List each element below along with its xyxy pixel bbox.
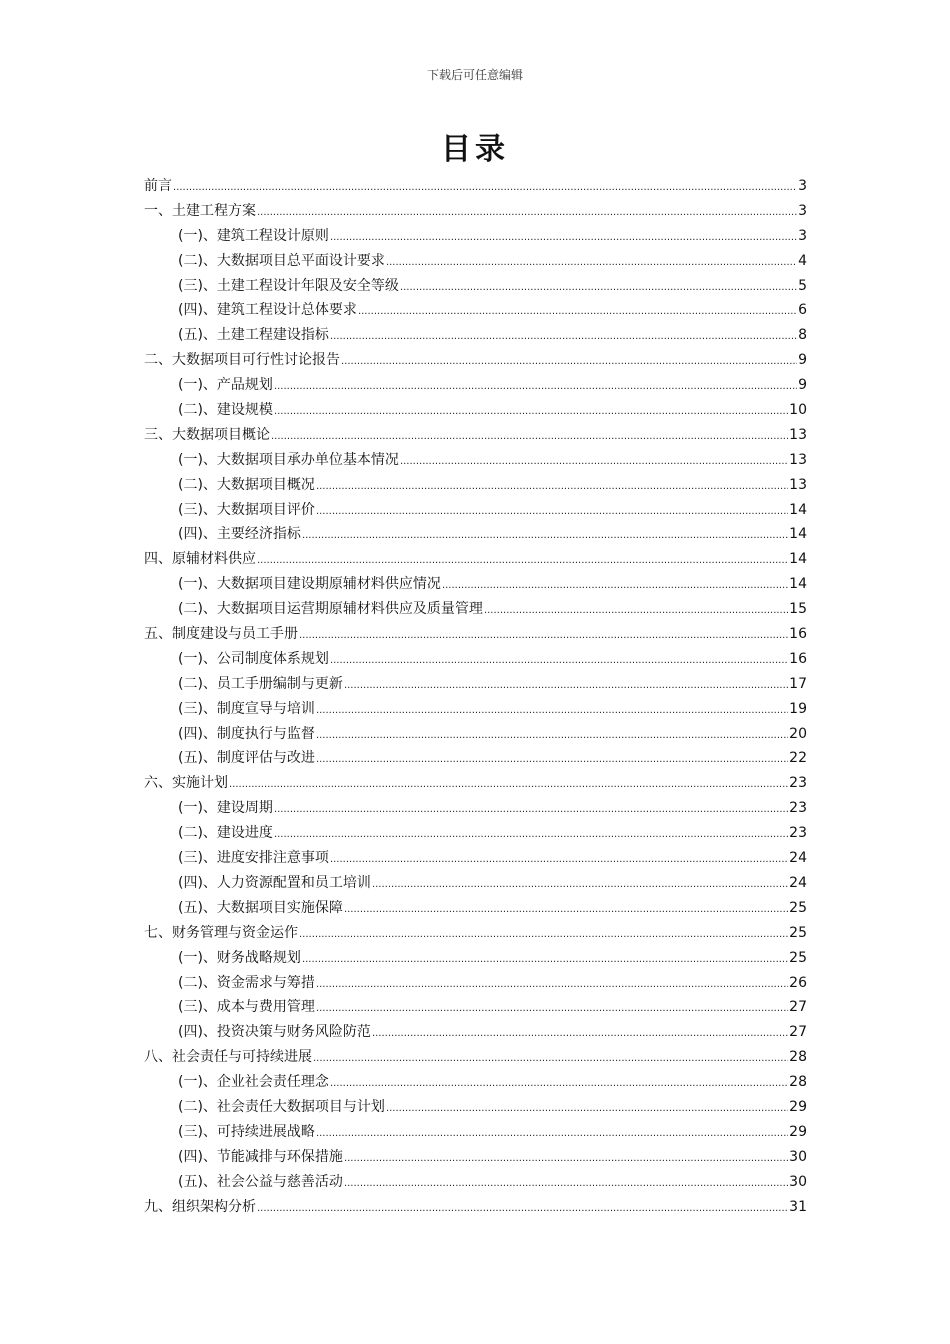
toc-entry-label: (四)、制度执行与监督: [178, 725, 315, 742]
toc-dot-leader: [386, 1097, 788, 1122]
toc-entry-label: (五)、制度评估与改进: [178, 750, 315, 767]
toc-entry-label: (二)、建设规模: [178, 402, 273, 419]
toc-entry-page: 4: [798, 252, 807, 269]
toc-entry-page: 6: [798, 302, 807, 319]
toc-entry-page: 29: [789, 1123, 807, 1140]
toc-entry-page: 13: [789, 426, 807, 443]
toc-entry-page: 22: [789, 750, 807, 767]
toc-entry-label: (五)、大数据项目实施保障: [178, 899, 343, 916]
toc-entry-label: (二)、资金需求与筹措: [178, 974, 315, 991]
toc-entry[interactable]: [144, 298, 807, 323]
toc-entry-page: 20: [789, 725, 807, 742]
toc-entry-label: (四)、人力资源配置和员工培训: [178, 874, 371, 891]
toc-dot-leader: [316, 475, 788, 500]
toc-dot-leader: [316, 724, 788, 749]
toc-entry-page: 3: [798, 227, 807, 244]
toc-entry-label: (二)、大数据项目概况: [178, 476, 315, 493]
toc-entry-label: (三)、成本与费用管理: [178, 999, 315, 1016]
toc-entry-page: 28: [789, 1074, 807, 1091]
toc-entry-label: (三)、进度安排注意事项: [178, 850, 329, 867]
toc-entry-label: (三)、制度宣导与培训: [178, 700, 315, 717]
toc-entry-page: 26: [789, 974, 807, 991]
toc-entry[interactable]: [144, 1070, 807, 1095]
toc-dot-leader: [173, 176, 797, 201]
toc-entry-label: 前言: [144, 178, 172, 194]
toc-entry[interactable]: [144, 946, 807, 971]
toc-dot-leader: [257, 1197, 788, 1222]
toc-dot-leader: [313, 1047, 788, 1072]
toc-entry[interactable]: [144, 697, 807, 722]
toc-entry[interactable]: [144, 1120, 807, 1145]
toc-entry-page: 24: [789, 850, 807, 867]
toc-dot-leader: [442, 574, 788, 599]
toc-dot-leader: [302, 948, 788, 973]
toc-dot-leader: [274, 400, 788, 425]
toc-entry-label: 三、大数据项目概论: [144, 426, 270, 443]
toc-entry-label: 九、组织架构分析: [144, 1198, 256, 1215]
toc-entry[interactable]: [144, 871, 807, 896]
toc-entry[interactable]: [144, 672, 807, 697]
toc-dot-leader: [330, 848, 788, 873]
toc-entry-label: (一)、大数据项目建设期原辅材料供应情况: [178, 576, 441, 593]
toc-entry-page: 3: [798, 178, 807, 194]
toc-entry[interactable]: [144, 921, 807, 946]
toc-dot-leader: [316, 748, 788, 773]
toc-entry-label: (四)、节能减排与环保措施: [178, 1148, 343, 1165]
toc-entry[interactable]: [144, 1170, 807, 1195]
toc-dot-leader: [344, 1147, 788, 1172]
toc-entry[interactable]: [144, 771, 807, 796]
toc-dot-leader: [299, 624, 788, 649]
toc-dot-leader: [271, 425, 788, 450]
toc-dot-leader: [344, 898, 788, 923]
toc-entry-page: 23: [789, 800, 807, 817]
toc-entry[interactable]: [144, 498, 807, 523]
toc-dot-leader: [400, 450, 788, 475]
toc-entry[interactable]: [144, 1020, 807, 1045]
toc-entry-label: (三)、可持续进展战略: [178, 1123, 315, 1140]
toc-entry-label: 六、实施计划: [144, 775, 228, 792]
toc-entry-label: 一、土建工程方案: [144, 202, 256, 219]
toc-dot-leader: [274, 375, 797, 400]
toc-dot-leader: [316, 699, 788, 724]
toc-dot-leader: [344, 674, 788, 699]
table-of-contents: [144, 174, 807, 1219]
toc-entry-page: 16: [789, 650, 807, 667]
toc-entry[interactable]: [144, 473, 807, 498]
header-note: 下载后可任意编辑: [426, 68, 523, 82]
toc-entry-label: (三)、大数据项目评价: [178, 501, 315, 518]
toc-entry-page: 30: [789, 1173, 807, 1190]
toc-dot-leader: [330, 226, 797, 251]
toc-entry-label: (五)、社会公益与慈善活动: [178, 1173, 343, 1190]
toc-dot-leader: [341, 350, 797, 375]
toc-entry[interactable]: [144, 1095, 807, 1120]
toc-dot-leader: [330, 1072, 788, 1097]
toc-dot-leader: [274, 798, 788, 823]
toc-dot-leader: [386, 251, 797, 276]
toc-entry-label: (三)、土建工程设计年限及安全等级: [178, 277, 399, 294]
toc-entry-page: 25: [789, 899, 807, 916]
toc-entry-label: (四)、主要经济指标: [178, 526, 301, 543]
toc-entry[interactable]: [144, 1045, 807, 1070]
toc-dot-leader: [229, 773, 788, 798]
toc-entry[interactable]: [144, 373, 807, 398]
toc-entry-label: (四)、建筑工程设计总体要求: [178, 302, 357, 319]
toc-entry-page: 5: [798, 277, 807, 294]
toc-entry[interactable]: [144, 448, 807, 473]
toc-entry-label: 八、社会责任与可持续进展: [144, 1049, 312, 1066]
toc-entry-page: 14: [789, 501, 807, 518]
toc-entry-page: 13: [789, 476, 807, 493]
toc-entry[interactable]: [144, 896, 807, 921]
toc-dot-leader: [484, 599, 788, 624]
toc-entry-label: (一)、企业社会责任理念: [178, 1074, 329, 1091]
toc-dot-leader: [316, 997, 788, 1022]
toc-entry-label: (二)、大数据项目总平面设计要求: [178, 252, 385, 269]
toc-entry-page: 25: [789, 949, 807, 966]
toc-entry-label: (一)、建设周期: [178, 800, 273, 817]
toc-entry[interactable]: [144, 1145, 807, 1170]
toc-entry-page: 29: [789, 1098, 807, 1115]
toc-title: 目录: [441, 132, 509, 167]
toc-dot-leader: [299, 923, 788, 948]
toc-dot-leader: [344, 1172, 788, 1197]
toc-entry-label: (二)、员工手册编制与更新: [178, 675, 343, 692]
toc-entry[interactable]: [144, 846, 807, 871]
toc-entry-label: (一)、财务战略规划: [178, 949, 301, 966]
toc-dot-leader: [274, 823, 788, 848]
toc-entry-label: 二、大数据项目可行性讨论报告: [144, 352, 340, 369]
toc-entry-page: 24: [789, 874, 807, 891]
toc-entry-page: 28: [789, 1049, 807, 1066]
toc-entry-label: (五)、土建工程建设指标: [178, 327, 329, 344]
toc-entry-label: 七、财务管理与资金运作: [144, 924, 298, 941]
toc-entry-page: 13: [789, 451, 807, 468]
toc-entry-page: 9: [798, 352, 807, 369]
toc-entry[interactable]: [144, 423, 807, 448]
toc-entry-label: 四、原辅材料供应: [144, 551, 256, 568]
toc-entry[interactable]: [144, 547, 807, 572]
toc-entry-page: 17: [789, 675, 807, 692]
toc-entry[interactable]: [144, 522, 807, 547]
toc-entry[interactable]: [144, 722, 807, 747]
toc-entry[interactable]: [144, 274, 807, 299]
toc-entry-page: 23: [789, 825, 807, 842]
toc-entry[interactable]: [144, 821, 807, 846]
toc-dot-leader: [358, 300, 797, 325]
toc-entry-label: (四)、投资决策与财务风险防范: [178, 1024, 371, 1041]
toc-entry[interactable]: [144, 746, 807, 771]
toc-dot-leader: [316, 973, 788, 998]
toc-entry[interactable]: [144, 224, 807, 249]
toc-entry-page: 14: [789, 576, 807, 593]
toc-entry[interactable]: [144, 348, 807, 373]
toc-entry-page: 31: [789, 1198, 807, 1215]
toc-dot-leader: [372, 873, 788, 898]
toc-entry-page: 16: [789, 626, 807, 643]
toc-entry-page: 14: [789, 526, 807, 543]
toc-entry[interactable]: [144, 647, 807, 672]
toc-entry-page: 30: [789, 1148, 807, 1165]
toc-entry-page: 25: [789, 924, 807, 941]
toc-dot-leader: [400, 276, 797, 301]
toc-entry-page: 27: [789, 999, 807, 1016]
toc-entry[interactable]: [144, 796, 807, 821]
toc-entry-label: (一)、建筑工程设计原则: [178, 227, 329, 244]
toc-entry-page: 3: [798, 202, 807, 219]
toc-entry[interactable]: [144, 398, 807, 423]
toc-dot-leader: [257, 201, 797, 226]
toc-entry[interactable]: [144, 971, 807, 996]
toc-dot-leader: [302, 524, 788, 549]
toc-dot-leader: [330, 649, 788, 674]
toc-dot-leader: [316, 1122, 788, 1147]
toc-entry-label: (二)、建设进度: [178, 825, 273, 842]
toc-entry-label: (一)、大数据项目承办单位基本情况: [178, 451, 399, 468]
toc-entry-page: 14: [789, 551, 807, 568]
toc-entry-label: (二)、社会责任大数据项目与计划: [178, 1098, 385, 1115]
toc-entry-page: 27: [789, 1024, 807, 1041]
toc-entry[interactable]: [144, 1195, 807, 1220]
toc-entry-label: (一)、公司制度体系规划: [178, 650, 329, 667]
toc-dot-leader: [316, 500, 788, 525]
toc-dot-leader: [372, 1022, 788, 1047]
toc-dot-leader: [330, 325, 797, 350]
toc-entry[interactable]: [144, 995, 807, 1020]
toc-entry-page: 10: [789, 402, 807, 419]
toc-dot-leader: [257, 549, 788, 574]
toc-entry-label: (二)、大数据项目运营期原辅材料供应及质量管理: [178, 601, 483, 618]
toc-entry[interactable]: [144, 572, 807, 597]
toc-entry[interactable]: [144, 249, 807, 274]
toc-entry[interactable]: [144, 199, 807, 224]
toc-entry-label: (一)、产品规划: [178, 377, 273, 394]
toc-entry-page: 15: [789, 601, 807, 618]
toc-entry[interactable]: [144, 174, 807, 199]
toc-entry[interactable]: [144, 597, 807, 622]
toc-entry[interactable]: [144, 323, 807, 348]
toc-entry-page: 9: [798, 377, 807, 394]
toc-entry-page: 8: [798, 327, 807, 344]
toc-entry[interactable]: [144, 622, 807, 647]
toc-entry-page: 19: [789, 700, 807, 717]
toc-entry-label: 五、制度建设与员工手册: [144, 626, 298, 643]
toc-entry-page: 23: [789, 775, 807, 792]
